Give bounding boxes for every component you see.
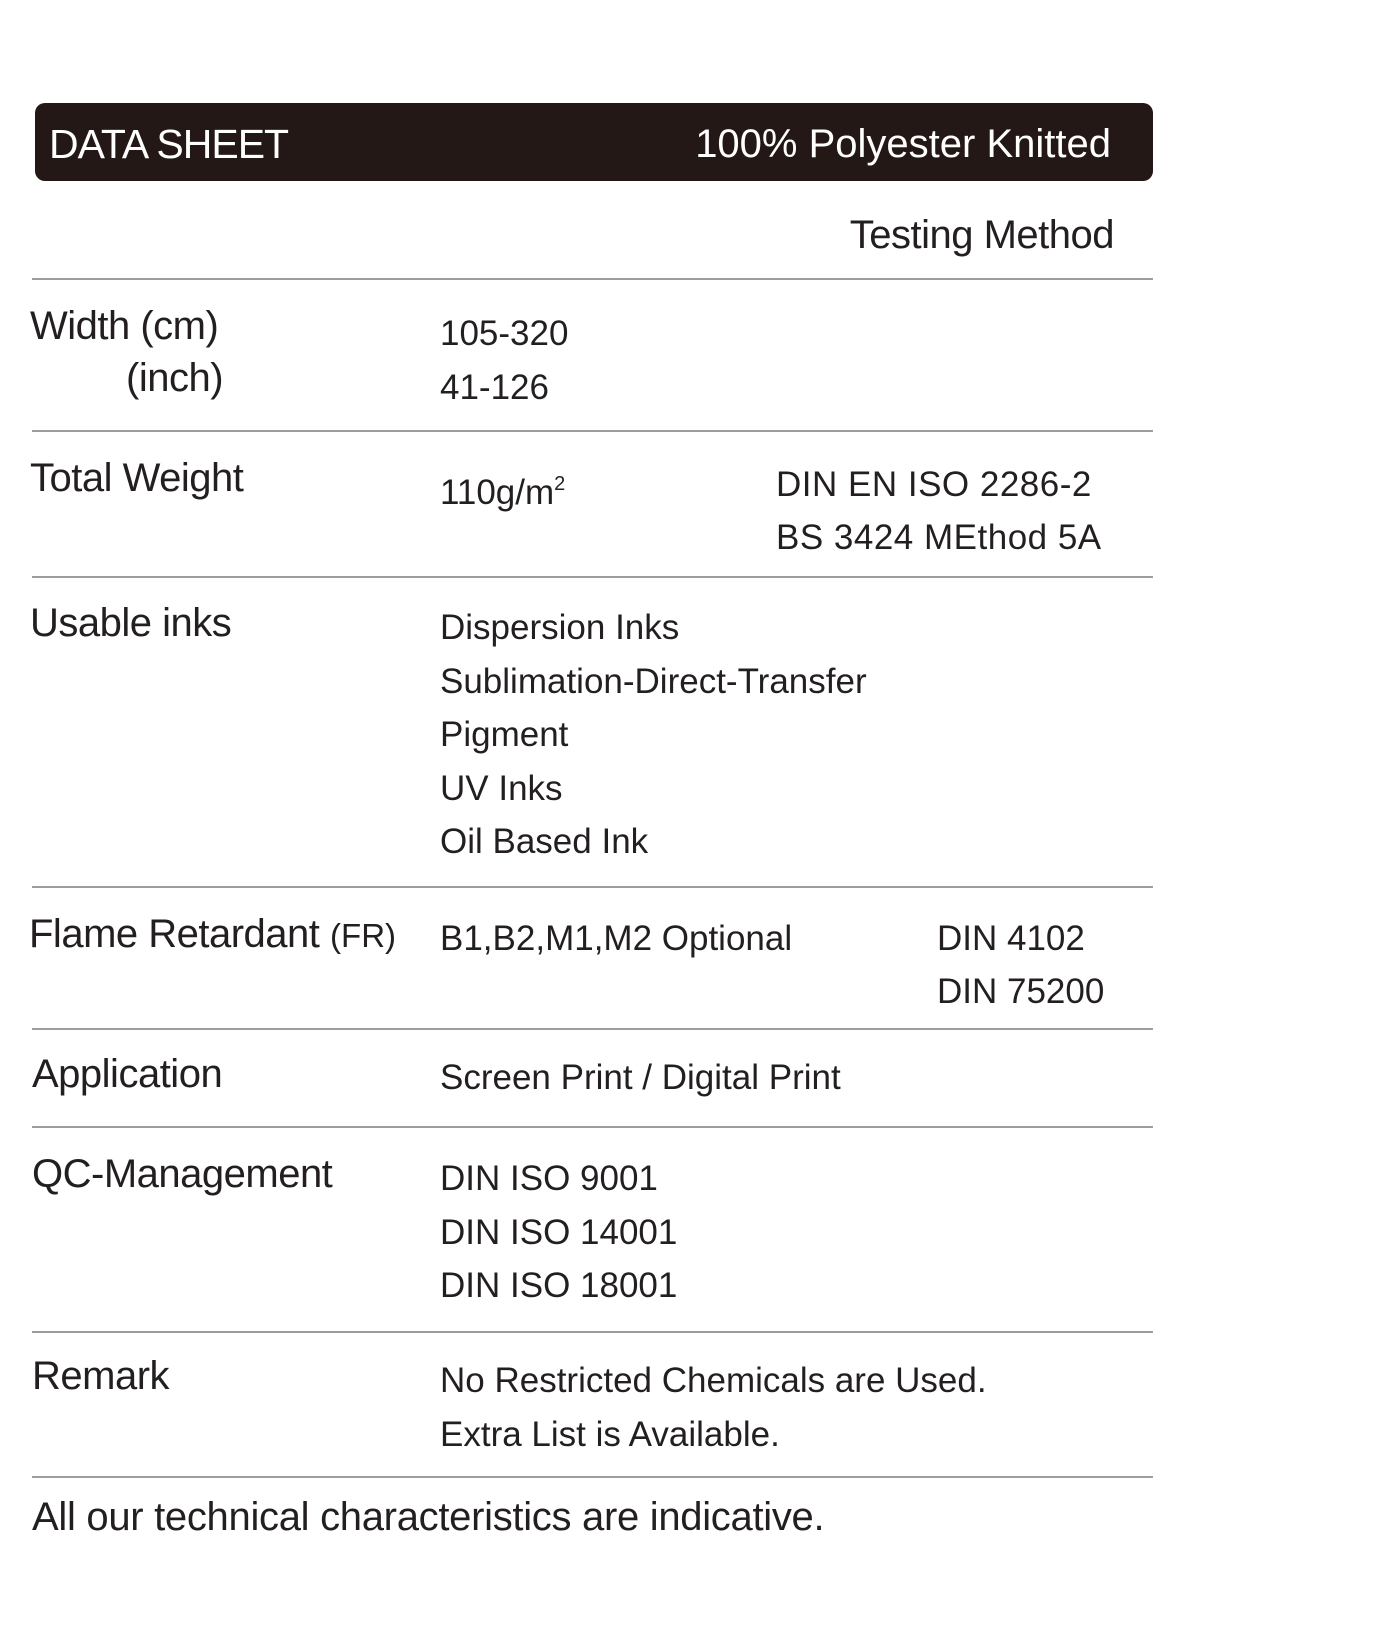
ink-item: Sublimation-Direct-Transfer [440, 661, 867, 701]
width-value-cm: 105-320 [440, 314, 569, 353]
remark-line: No Restricted Chemicals are Used. [440, 1361, 987, 1400]
qc-values [440, 1152, 677, 1313]
divider [32, 576, 1153, 578]
application-label: Application [32, 1052, 223, 1096]
remark-values [440, 1354, 987, 1461]
weight-value-text: 110g/m [440, 473, 555, 512]
ink-item: Oil Based Ink [440, 822, 649, 861]
divider [32, 1126, 1153, 1128]
weight-method-1: DIN EN ISO 2286-2 [776, 465, 1092, 504]
weight-unit-power: 2 [554, 473, 566, 495]
divider [32, 430, 1153, 432]
flame-method-2: DIN 75200 [937, 972, 1105, 1011]
application-value: Screen Print / Digital Print [440, 1058, 841, 1097]
qc-standard: DIN ISO 18001 [440, 1266, 678, 1305]
weight-value [440, 458, 565, 520]
ink-item: UV Inks [440, 768, 563, 808]
flame-label-text: Flame Retardant [29, 912, 320, 956]
width-value-inch: 41-126 [440, 367, 549, 407]
remark-label: Remark [32, 1354, 170, 1398]
width-label-inch: (inch) [126, 356, 224, 400]
flame-value: B1,B2,M1,M2 Optional [440, 919, 793, 958]
ink-item: Pigment [440, 715, 569, 754]
divider [32, 1331, 1153, 1333]
testing-method-heading: Testing Method [849, 213, 1114, 257]
flame-methods [937, 912, 1104, 1018]
inks-label: Usable inks [30, 601, 232, 645]
qc-label: QC-Management [32, 1152, 333, 1196]
header-bar [35, 103, 1153, 181]
sheet-title: DATA SHEET [49, 121, 289, 167]
divider [32, 278, 1153, 280]
divider [32, 1028, 1153, 1030]
remark-line: Extra List is Available. [440, 1414, 780, 1454]
ink-item: Dispersion Inks [440, 608, 680, 647]
qc-standard: DIN ISO 9001 [440, 1159, 658, 1198]
fabric-type: 100% Polyester Knitted [695, 122, 1111, 166]
weight-method-2: BS 3424 MEthod 5A [776, 518, 1102, 557]
footer-note: All our technical characteristics are indicative. [32, 1495, 825, 1539]
weight-methods [776, 458, 1102, 564]
weight-label: Total Weight [30, 456, 244, 500]
width-label: Width (cm) [30, 304, 219, 348]
inks-values [440, 601, 867, 869]
qc-standard: DIN ISO 14001 [440, 1212, 678, 1252]
flame-method-1: DIN 4102 [937, 919, 1085, 958]
flame-label-suffix: (FR) [330, 917, 397, 954]
divider [32, 1476, 1153, 1478]
flame-label [29, 908, 396, 962]
width-values [440, 307, 568, 414]
divider [32, 886, 1153, 888]
